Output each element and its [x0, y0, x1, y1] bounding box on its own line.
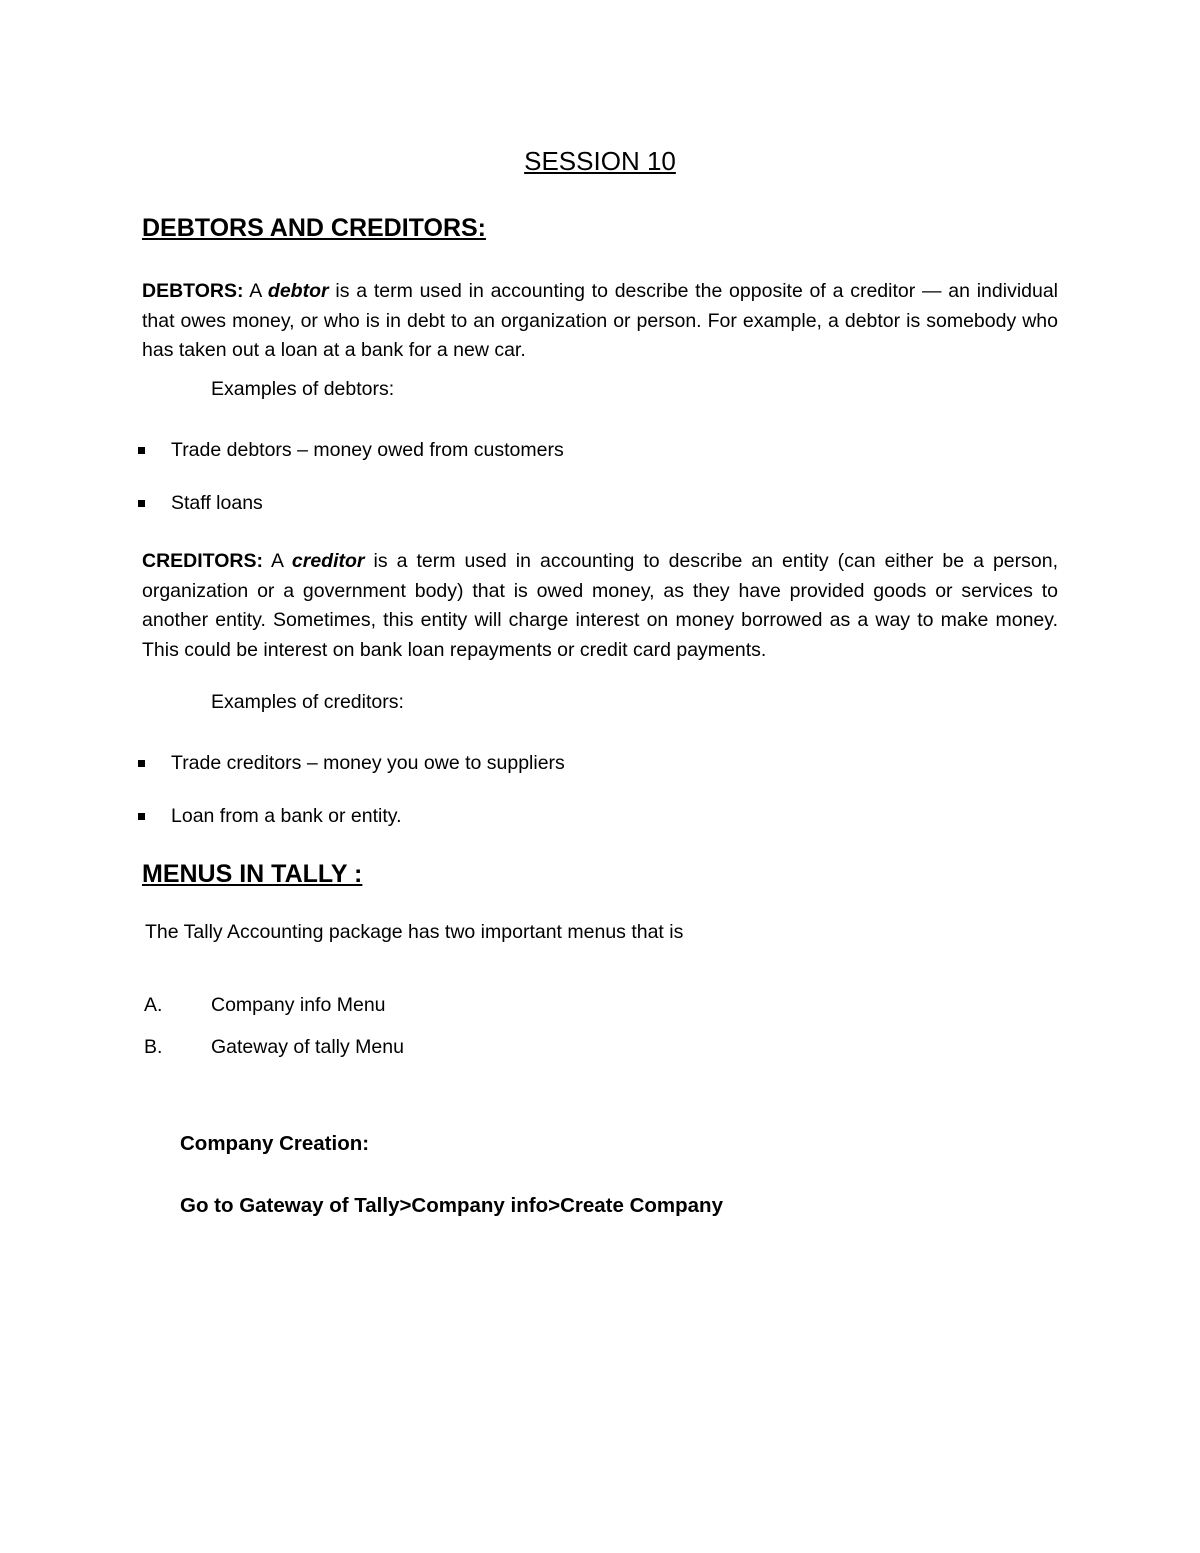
creditors-example-1: Trade creditors – money you owe to suppliers	[171, 752, 565, 774]
page-title: SESSION 10	[524, 146, 676, 176]
list-item	[144, 1036, 404, 1059]
bullet-icon	[138, 500, 145, 507]
debtors-paragraph	[142, 277, 1058, 366]
debtors-example-1: Trade debtors – money owed from customers	[171, 439, 564, 461]
creditors-pre: A	[270, 550, 283, 572]
menu-letter-a: A.	[144, 994, 163, 1016]
menus-intro: The Tally Accounting package has two important menus that is	[145, 921, 684, 943]
section-heading-menus-in-tally: MENUS IN TALLY :	[142, 860, 363, 888]
creditors-label: CREDITORS:	[142, 550, 263, 572]
list-item	[138, 805, 402, 828]
creditors-examples-label: Examples of creditors:	[211, 691, 404, 713]
creditors-example-2: Loan from a bank or entity.	[171, 805, 402, 827]
menu-item-gateway-of-tally: Gateway of tally Menu	[211, 1036, 404, 1058]
menu-item-company-info: Company info Menu	[211, 994, 386, 1016]
bullet-icon	[138, 447, 145, 454]
list-item	[144, 994, 386, 1017]
section-heading-debtors-creditors: DEBTORS AND CREDITORS:	[142, 214, 487, 242]
debtors-label: DEBTORS:	[142, 280, 244, 302]
debtors-pre: A	[249, 280, 262, 302]
debtors-definition: is a term used in accounting to describe the opposite of a creditor — an individual that owes money, or who is in debt to an organization or person. For example, a debtor is somebody who has taken out a loan at a bank for a new car.	[142, 280, 1059, 361]
list-item	[138, 752, 565, 775]
debtors-examples-label: Examples of debtors:	[211, 378, 395, 400]
menu-letter-b: B.	[144, 1036, 163, 1058]
list-item	[138, 492, 263, 515]
creditors-paragraph	[142, 547, 1058, 665]
list-item	[138, 439, 564, 462]
bullet-icon	[138, 760, 145, 767]
bullet-icon	[138, 813, 145, 820]
company-creation-path: Go to Gateway of Tally>Company info>Create Company	[180, 1194, 723, 1217]
debtors-example-2: Staff loans	[171, 492, 263, 514]
creditors-definition: is a term used in accounting to describe an entity (can either be a person, organization or a government body) that is owed money, as they have provided goods or services to another entity. Sometimes, this entity will charge interest on money borrowed as a way to make money. This could be interest on bank loan repayments or credit card payments.	[142, 550, 1058, 661]
creditors-term: creditor	[291, 550, 365, 572]
company-creation-heading: Company Creation:	[180, 1132, 370, 1155]
debtors-term: debtor	[267, 280, 329, 302]
